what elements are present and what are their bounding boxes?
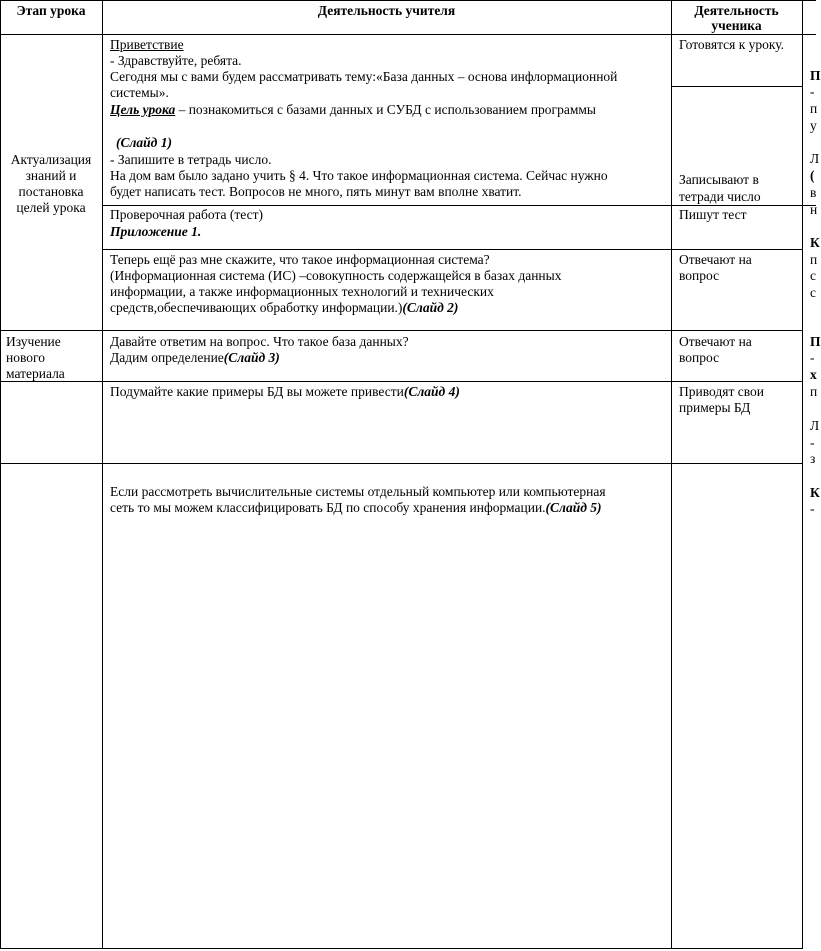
teacher-line: Давайте ответим на вопрос. Что такое база данных? — [110, 334, 409, 349]
student-answer: вопрос — [679, 268, 720, 283]
row-divider-5 — [0, 463, 802, 464]
examples-prompt: Подумайте какие примеры БД вы можете привести — [110, 384, 404, 399]
col4-char: с — [810, 268, 816, 283]
teacher-line: Если рассмотреть вычислительные системы отдельный компьютер или компьютерная — [110, 484, 606, 499]
student-answer: вопрос — [679, 350, 720, 365]
col4-char: х — [810, 367, 817, 382]
col4-char: у — [810, 118, 817, 133]
header-stage: Этап урока — [16, 3, 86, 18]
student-divider-a — [671, 86, 802, 87]
table-left-border — [0, 0, 1, 949]
slide-ref: (Слайд 1) — [116, 135, 173, 150]
teacher-line: (Информационная система (ИС) –совокупность содержащейся в базах данных — [110, 268, 562, 283]
classification-text: сеть то мы можем классифицировать БД по способу хранения информации. — [110, 500, 546, 515]
student-examples: Приводят свои — [679, 384, 764, 399]
stage1-line: Актуализация — [10, 152, 92, 167]
teacher-line: Теперь ещё раз мне скажите, что такое информационная система? — [110, 252, 490, 267]
greeting-title: Приветствие — [110, 37, 184, 52]
col4-char: - — [810, 501, 815, 516]
header-bottom-border — [0, 34, 816, 35]
col-divider-2 — [671, 0, 672, 949]
col4-char: п — [810, 252, 818, 267]
col4-char: К — [810, 485, 820, 500]
col4-char: П — [810, 334, 821, 349]
col4-char: П — [810, 68, 821, 83]
student-write-date: Записывают в — [679, 172, 759, 187]
table-bottom-border — [0, 948, 802, 949]
stage2-line: материала — [6, 366, 65, 381]
header-teacher: Деятельность учителя — [317, 3, 456, 18]
slide-ref: (Слайд 2) — [402, 300, 459, 315]
appendix-ref: Приложение 1. — [110, 224, 202, 239]
col4-char: п — [810, 384, 818, 399]
teacher-line — [110, 500, 602, 517]
teacher-line: информации, а также информационных технологий и технических — [110, 284, 494, 299]
goal-label: Цель урока — [110, 102, 176, 117]
teacher-line: На дом вам было задано учить § 4. Что такое информационная система. Сейчас нужно — [110, 168, 608, 183]
stage2-line: нового — [6, 350, 45, 365]
col4-char: К — [810, 235, 820, 250]
student-prepare: Готовятся к уроку. — [679, 37, 785, 52]
teacher-line — [110, 300, 458, 317]
col4-char: з — [810, 451, 816, 466]
col-divider-3 — [802, 0, 803, 949]
col-divider-1 — [102, 0, 103, 949]
teacher-line: - Здравствуйте, ребята. — [110, 53, 242, 68]
is-definition-end: средств,обеспечивающих обработку информации.) — [110, 300, 403, 315]
teacher-line: - Запишите в тетрадь число. — [110, 152, 272, 167]
header-student-line2: ученика — [711, 18, 762, 33]
goal-text: – познакомиться с базами данных и СУБД с использованием программы — [175, 102, 596, 117]
student-answer: Отвечают на — [679, 252, 752, 267]
student-test: Пишут тест — [679, 207, 747, 222]
col4-char: с — [810, 285, 816, 300]
stage-divider — [0, 330, 802, 331]
col4-char: п — [810, 101, 818, 116]
stage2-line: Изучение — [6, 334, 61, 349]
col4-char: в — [810, 185, 817, 200]
col4-char: ( — [810, 168, 815, 183]
teacher-line: Сегодня мы с вами будем рассматривать тему:«База данных – основа инфлормационной — [110, 69, 618, 84]
col4-char: н — [810, 202, 818, 217]
slide-ref: (Слайд 3) — [223, 350, 280, 365]
definition-prompt: Дадим определение — [110, 350, 224, 365]
teacher-line: будет написать тест. Вопросов не много, пять минут вам вполне хватит. — [110, 184, 522, 199]
teacher-line — [110, 384, 460, 401]
teacher-line: системы». — [110, 85, 169, 100]
col4-char: - — [810, 84, 815, 99]
col4-char: - — [810, 435, 815, 450]
col4-char: - — [810, 350, 815, 365]
col4-char: Л — [810, 418, 820, 433]
lesson-goal — [110, 102, 596, 119]
teacher-line — [110, 350, 280, 367]
col4-char: Л — [810, 151, 820, 166]
stage1-line: целей урока — [16, 200, 86, 215]
slide-ref: (Слайд 5) — [545, 500, 602, 515]
table-top-border — [0, 0, 816, 1]
stage1-line: знаний и — [25, 168, 77, 183]
student-examples: примеры БД — [679, 400, 751, 415]
student-answer: Отвечают на — [679, 334, 752, 349]
header-student-line1: Деятельность — [694, 3, 779, 18]
row-divider-4 — [0, 381, 802, 382]
test-title: Проверочная работа (тест) — [110, 207, 264, 222]
student-write-date: тетради число — [679, 189, 761, 204]
row-divider-3 — [102, 249, 802, 250]
stage1-line: постановка — [18, 184, 84, 199]
slide-ref: (Слайд 4) — [403, 384, 460, 399]
